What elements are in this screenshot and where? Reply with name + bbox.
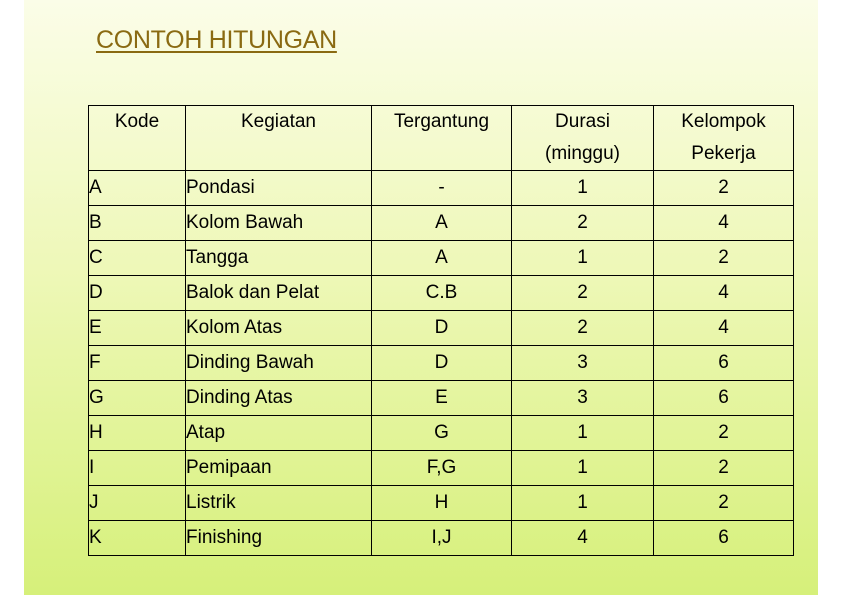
cell-tergantung: G [372,416,512,451]
cell-kelompok: 2 [654,241,794,276]
table-row [89,206,794,241]
header-kelompok [654,106,794,171]
table-row [89,486,794,521]
cell-tergantung: F,G [372,451,512,486]
cell-kegiatan: Atap [186,416,372,451]
cell-durasi: 3 [512,346,654,381]
cell-tergantung: A [372,241,512,276]
cell-tergantung: E [372,381,512,416]
cell-tergantung: - [372,171,512,206]
cell-kode: H [89,416,186,451]
cell-durasi: 3 [512,381,654,416]
cell-kegiatan: Dinding Bawah [186,346,372,381]
cell-tergantung: H [372,486,512,521]
cell-tergantung: A [372,206,512,241]
table-row [89,276,794,311]
table-row [89,521,794,556]
cell-kode: E [89,311,186,346]
header-durasi-line1: Durasi [555,111,610,132]
cell-kelompok: 2 [654,171,794,206]
header-kelompok-line2: Pekerja [691,143,756,164]
cell-durasi: 1 [512,241,654,276]
cell-kode: F [89,346,186,381]
cell-kode: D [89,276,186,311]
table-row [89,346,794,381]
activity-table [88,105,794,556]
header-kode: Kode [89,106,186,171]
cell-kegiatan: Tangga [186,241,372,276]
cell-kelompok: 2 [654,416,794,451]
cell-durasi: 2 [512,206,654,241]
cell-kelompok: 4 [654,276,794,311]
cell-kegiatan: Listrik [186,486,372,521]
cell-kelompok: 4 [654,311,794,346]
cell-kelompok: 6 [654,346,794,381]
cell-kegiatan: Dinding Atas [186,381,372,416]
cell-kode: K [89,521,186,556]
table-row [89,381,794,416]
cell-kegiatan: Finishing [186,521,372,556]
cell-kelompok: 2 [654,486,794,521]
cell-durasi: 4 [512,521,654,556]
cell-durasi: 2 [512,311,654,346]
cell-durasi: 1 [512,486,654,521]
header-kelompok-line1: Kelompok [681,111,766,132]
header-durasi-line2: (minggu) [545,143,620,164]
cell-kegiatan: Kolom Bawah [186,206,372,241]
table-row [89,416,794,451]
cell-durasi: 1 [512,416,654,451]
cell-tergantung: C.B [372,276,512,311]
cell-kegiatan: Pondasi [186,171,372,206]
table-header-row [89,106,794,171]
page-title: CONTOH HITUNGAN [96,26,337,54]
cell-kode: J [89,486,186,521]
cell-kegiatan: Pemipaan [186,451,372,486]
cell-durasi: 2 [512,276,654,311]
cell-kode: C [89,241,186,276]
cell-kode: A [89,171,186,206]
cell-tergantung: I,J [372,521,512,556]
cell-kelompok: 4 [654,206,794,241]
header-tergantung: Tergantung [372,106,512,171]
header-kegiatan: Kegiatan [186,106,372,171]
cell-kode: B [89,206,186,241]
cell-kode: G [89,381,186,416]
cell-durasi: 1 [512,171,654,206]
cell-kegiatan: Kolom Atas [186,311,372,346]
cell-kegiatan: Balok dan Pelat [186,276,372,311]
header-durasi [512,106,654,171]
cell-tergantung: D [372,346,512,381]
cell-kode: I [89,451,186,486]
table-row [89,241,794,276]
cell-kelompok: 2 [654,451,794,486]
cell-kelompok: 6 [654,521,794,556]
cell-kelompok: 6 [654,381,794,416]
cell-tergantung: D [372,311,512,346]
table-row [89,451,794,486]
slide-background [24,0,818,595]
table-row [89,171,794,206]
table-row [89,311,794,346]
cell-durasi: 1 [512,451,654,486]
